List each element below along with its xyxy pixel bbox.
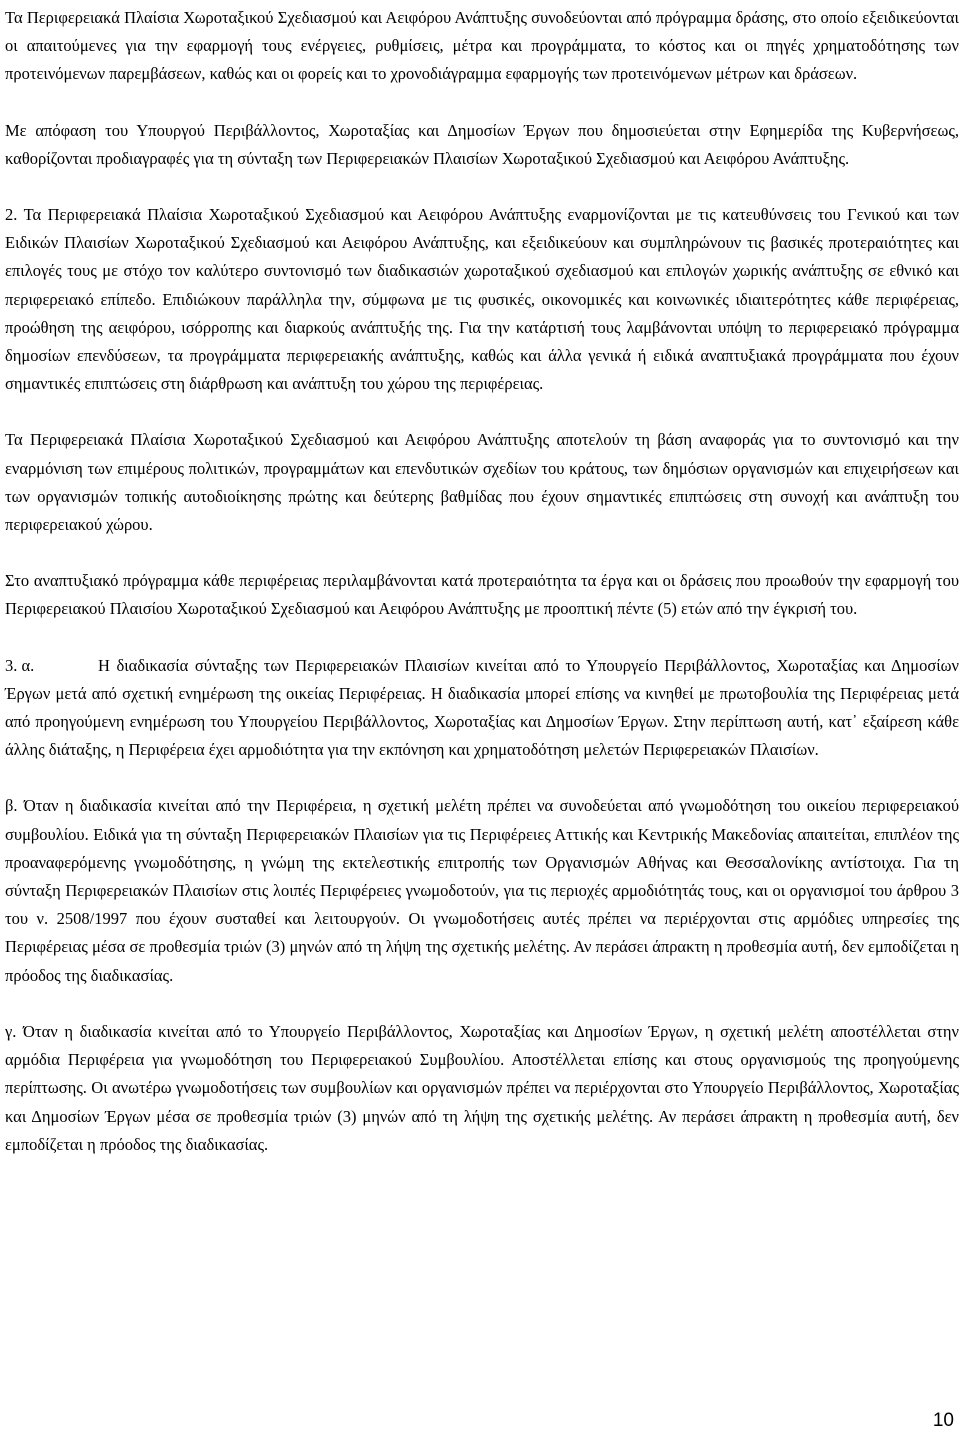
paragraph-2-text: Τα Περιφερειακά Πλαίσια Χωροταξικού Σχεδιασμού και Αειφόρου Ανάπτυξης εναρμονίζονται με τις κατευθύνσεις του Γενικού και των Ειδικών Πλαισίων Χωροταξικού Σχεδιασμού και Αειφόρου Ανάπτυξης, και εξειδικεύουν και συμπληρώνουν τις βασικές προτεραιότητες και επιλογές τους με στόχο τον καλύτερο συντονισμό των διαδικασιών χωροταξικού σχεδιασμού και επιλογών χωρικής ανάπτυξης σε εθνικό και περιφερειακό επίπεδο. Επιδιώκουν παράλληλα την, σύμφωνα με τις φυσικές, οικονομικές και κοινωνικές ιδιαιτερότητες κάθε περιφέρειας, προώθηση της αειφόρου, ισόρροπης και διαρκούς ανάπτυξής της. Για την κατάρτισή τους λαμβάνονται υπόψη το περιφερειακό πρόγραμμα δημοσίων επενδύσεων, τα προγράμματα περιφερειακής ανάπτυξης, καθώς και άλλα γενικά ή ειδικά αναπτυξιακά προγράμματα που έχουν σημαντικές επιπτώσεις στη διάρθρωση και ανάπτυξη του χώρου της περιφέρειας. — [5, 205, 960, 394]
paragraph-gap — [5, 539, 959, 567]
paragraph-gap — [5, 990, 959, 1018]
paragraph-2-number: 2. — [5, 205, 18, 225]
paragraph-intro: Τα Περιφερειακά Πλαίσια Χωροταξικού Σχεδιασμού και Αειφόρου Ανάπτυξης συνοδεύονται από πρόγραμμα δράσης, στο οποίο εξειδικεύονται οι απαιτούμενες για την εφαρμογή τους ενέργειες, ρυθμίσεις, μέτρα και προγράμματα, το κόστος και οι πηγές χρηματοδότησης των προτεινόμενων παρεμβάσεων, καθώς και οι φορείς και το χρονοδιάγραμμα εφαρμογής των προτεινόμενων μέτρων και δράσεων. — [5, 8, 959, 84]
page-number: 10 — [932, 1410, 954, 1431]
document-page — [5, 4, 959, 1159]
paragraph-3a-number: 3. α. — [5, 655, 35, 675]
paragraph-program: Στο αναπτυξιακό πρόγραμμα κάθε περιφέρειας περιλαμβάνονται κατά προτεραιότητα τα έργα και οι δράσεις που προωθούν την εφαρμογή του Περιφερειακού Πλαισίου Χωροταξικού Σχεδιασμού και Αειφόρου Ανάπτυξης με προοπτική πέντε (5) ετών από την έγκρισή του. — [5, 571, 959, 619]
paragraph-2 — [5, 201, 959, 398]
paragraph-gap — [5, 764, 959, 792]
paragraph-decision: Με απόφαση του Υπουργού Περιβάλλοντος, Χωροταξίας και Δημοσίων Έργων που δημοσιεύεται στην Εφημερίδα της Κυβερνήσεως, καθορίζονται προδιαγραφές για τη σύνταξη των Περιφερειακών Πλαισίων Χωροταξικού Σχεδιασμού και Αειφόρου Ανάπτυξης. — [5, 120, 959, 168]
paragraph-gap — [5, 173, 959, 201]
paragraph-3a — [5, 652, 959, 765]
paragraph-gap — [5, 89, 959, 117]
paragraph-basis: Τα Περιφερειακά Πλαίσια Χωροταξικού Σχεδιασμού και Αειφόρου Ανάπτυξης αποτελούν τη βάση αναφοράς για το συντονισμό και την εναρμόνιση των επιμέρους πολιτικών, προγραμμάτων και επενδυτικών σχεδίων του κράτους, των δημόσιων οργανισμών και επιχειρήσεων και των οργανισμών τοπικής αυτοδιοίκησης πρώτης και δεύτερης βαθμίδας που έχουν σημαντικές επιπτώσεις στη συνοχή και ανάπτυξη του περιφερειακού χώρου. — [5, 430, 959, 535]
paragraph-gap — [5, 398, 959, 426]
paragraph-3b: β. Όταν η διαδικασία κινείται από την Περιφέρεια, η σχετική μελέτη πρέπει να συνοδεύεται από γνωμοδότηση του οικείου περιφερειακού συμβουλίου. Ειδικά για τη σύνταξη Περιφερειακών Πλαισίων για τις Περιφέρειες Αττικής και Κεντρικής Μακεδονίας απαιτείται, επιπλέον της προαναφερόμενης γνωμοδότησης, η γνώμη της εκτελεστικής επιτροπής των Οργανισμών Αθήνας και Θεσσαλονίκης αντίστοιχα. Για τη σύνταξη Περιφερειακών Πλαισίων στις λοιπές Περιφέρειες γνωμοδοτούν, για τις περιοχές αρμοδιότητάς τους, και οι οργανισμοί του άρθρου 3 του ν. 2508/1997 που έχουν συσταθεί και λειτουργούν. Οι γνωμοδοτήσεις αυτές πρέπει να περιέρχονται στις αρμόδιες υπηρεσίες της Περιφέρειας μέσα σε προθεσμία τριών (3) μηνών από τη λήψη της σχετικής μελέτης. Αν περάσει άπρακτη η προθεσμία αυτή, δεν εμποδίζεται η πρόοδος της διαδικασίας. — [5, 796, 959, 985]
paragraph-3c: γ. Όταν η διαδικασία κινείται από το Υπουργείο Περιβάλλοντος, Χωροταξίας και Δημοσίων Έργων, η σχετική μελέτη αποστέλλεται στην αρμόδια Περιφέρεια για γνωμοδότηση του Περιφερειακού Συμβουλίου. Αποστέλλεται επίσης και στους οργανισμούς της προηγούμενης περίπτωσης. Οι ανωτέρω γνωμοδοτήσεις των συμβουλίων και οργανισμών πρέπει να περιέρχονται στο Υπουργείο Περιβάλλοντος, Χωροταξίας και Δημοσίων Έργων μέσα σε προθεσμία τριών (3) μηνών από τη λήψη της σχετικής μελέτης. Αν περάσει άπρακτη η προθεσμία αυτή, δεν εμποδίζεται η πρόοδος της διαδικασίας. — [5, 1021, 959, 1154]
paragraph-gap — [5, 624, 959, 652]
paragraph-3a-text: Η διαδικασία σύνταξης των Περιφερειακών Πλαισίων κινείται από το Υπουργείο Περιβάλλοντος, Χωροταξίας και Δημοσίων Έργων μετά από σχετική ενημέρωση της οικείας Περιφέρειας. Η διαδικασία μπορεί επίσης να κινηθεί με πρωτοβουλία της Περιφέρειας μετά από προηγούμενη ενημέρωση του Υπουργείου Περιβάλλοντος, Χωροταξίας και Δημοσίων Έργων. Στην περίπτωση αυτή, κατ᾽ εξαίρεση κάθε άλλης διάταξης, η Περιφέρεια έχει αρμοδιότητα για την εκπόνηση και χρηματοδότηση μελετών Περιφερειακών Πλαισίων. — [5, 655, 959, 760]
